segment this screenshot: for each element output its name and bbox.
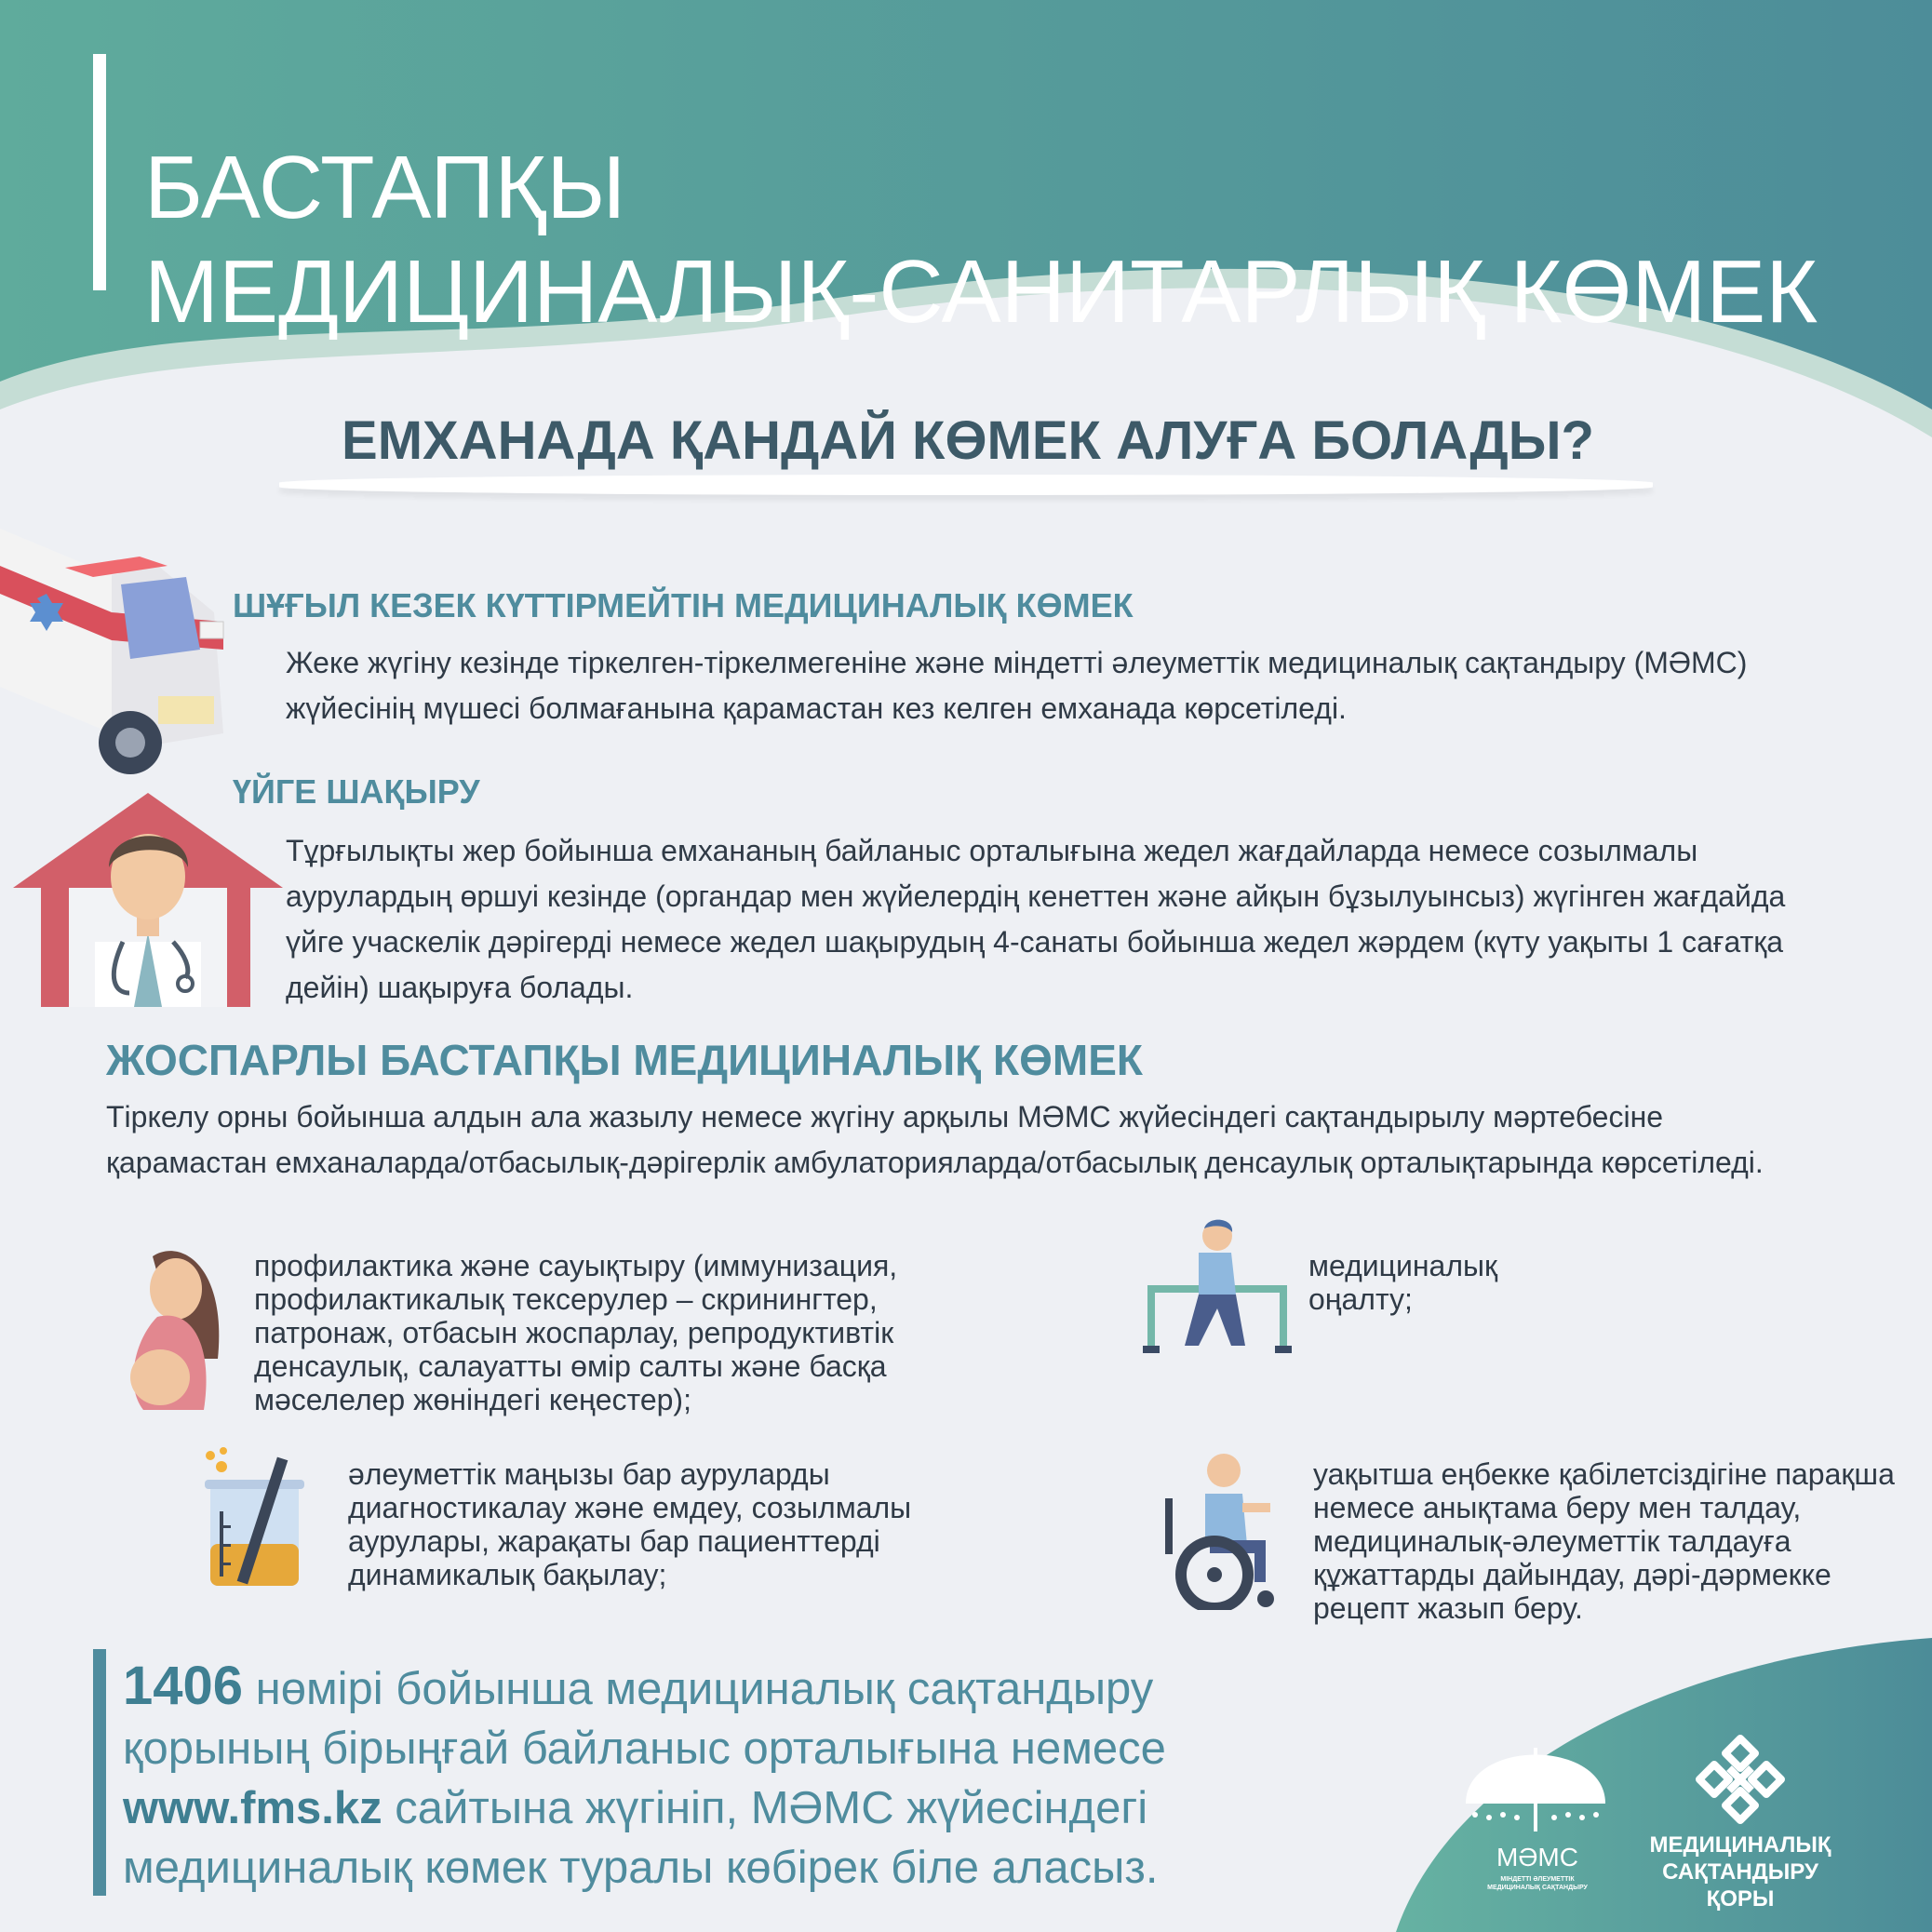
house-doctor-icon	[13, 793, 283, 1007]
title-accent-bar	[93, 54, 106, 290]
title-line-2: МЕДИЦИНАЛЫҚ-САНИТАРЛЫҚ КӨМЕК	[144, 242, 1818, 342]
hotline-number: 1406	[123, 1656, 244, 1716]
urgent-care-heading: ШҰҒЫЛ КЕЗЕК КҮТТІРМЕЙТІН МЕДИЦИНАЛЫҚ КӨМЕК	[233, 586, 1134, 624]
contact-accent-bar	[93, 1649, 106, 1896]
ambulance-icon	[0, 510, 233, 789]
fund-logo-line-3: ҚОРЫ	[1706, 1886, 1775, 1912]
item-prevention: профилактика және сауықтыру (иммунизация, профилактикалық тексерулер – скринингтер, патронаж, отбасын жоспарлау, репродуктивтік денсаулық, салауатты өмір салты және басқа мәселелер жөніндегі кеңестер);	[254, 1249, 898, 1416]
website-link[interactable]: www.fms.kz	[123, 1783, 382, 1833]
fund-logo-line-1: МЕДИЦИНАЛЫҚ	[1649, 1832, 1831, 1858]
contact-info	[123, 1657, 1221, 1898]
subtitle-underline	[279, 475, 1653, 495]
item-diagnostics: әлеуметтік маңызы бар ауруларды диагностикалау және емдеу, созылмалы аурулары, жарақаты бар пациенттерді динамикалық бақылау;	[348, 1457, 912, 1591]
planned-care-text: Тіркелу орны бойынша алдын ала жазылу немесе жүгіну арқылы МӘМС жүйесіндегі сақтандырылу мәртебесіне қарамастан емханаларда/отбасылық-дәрігерлік амбулаторияларда/отбасылық денсаулық орталықтарында көрсетіледі.	[106, 1100, 1764, 1179]
item-disability: уақытша еңбекке қабілетсіздігіне парақша немесе анықтама беру мен талдау, медициналық-әлеуметтік талдауға құжаттарды дайындау, дәрі-дәрмекке рецепт жазып беру.	[1313, 1457, 1895, 1625]
mams-logo-abbr: МӘМС	[1496, 1843, 1578, 1872]
wheelchair-icon	[1163, 1452, 1284, 1610]
contact-text-part2: сайтына жүгініп, МӘМС жүйесіндегі медициналық көмек туралы көбірек біле аласыз.	[123, 1783, 1159, 1893]
item-rehabilitation: медициналық оңалту;	[1308, 1249, 1497, 1316]
fund-logo-text	[1638, 1831, 1843, 1912]
pregnant-woman-icon	[125, 1247, 227, 1410]
title-line-1: БАСТАПҚЫ	[144, 138, 626, 238]
contact-text-part1: нөмірі бойынша медициналық сақтандыру қорының бірыңғай байланыс орталығына немесе	[123, 1664, 1166, 1774]
rehabilitation-icon	[1143, 1215, 1292, 1355]
section-subtitle: ЕМХАНАДА ҚАНДАЙ КӨМЕК АЛУҒА БОЛАДЫ?	[342, 410, 1594, 471]
urgent-care-text: Жеке жүгіну кезінде тіркелген-тіркелмегеніне және міндетті әлеуметтік медициналық сақтандыру (МӘМС) жүйесінің мүшесі болмағанына қарамастан кез келген емханада көрсетіледі.	[286, 646, 1748, 725]
home-call-heading: ҮЙГЕ ШАҚЫРУ	[233, 772, 480, 811]
mams-logo-full: МІНДЕТТІ ӘЛЕУМЕТТІК МЕДИЦИНАЛЫҚ САҚТАНДЫРУ	[1487, 1876, 1588, 1891]
home-call-text: Тұрғылықты жер бойынша емхананың байланыс орталығына жедел жағдайларда немесе созылмалы аурулардың өршуі кезінде (органдар мен жүйелердің кенеттен және айқын бұзылуынсыз) жүгінген жағдайда үйге учаскелік дәрігерді немесе жедел шақырудың 4-санаты бойынша жедел жәрдем (күту уақыты 1 сағатқа дейін) шақыруға болады.	[286, 834, 1786, 1004]
lab-beaker-icon	[201, 1446, 308, 1590]
snowflake-logo-icon	[1694, 1733, 1787, 1826]
umbrella-logo-icon	[1461, 1729, 1610, 1850]
planned-care-heading: ЖОСПАРЛЫ БАСТАПҚЫ МЕДИЦИНАЛЫҚ КӨМЕК	[106, 1036, 1143, 1084]
page-title	[144, 136, 1818, 344]
fund-logo-line-2: САҚТАНДЫРУ	[1662, 1859, 1818, 1885]
